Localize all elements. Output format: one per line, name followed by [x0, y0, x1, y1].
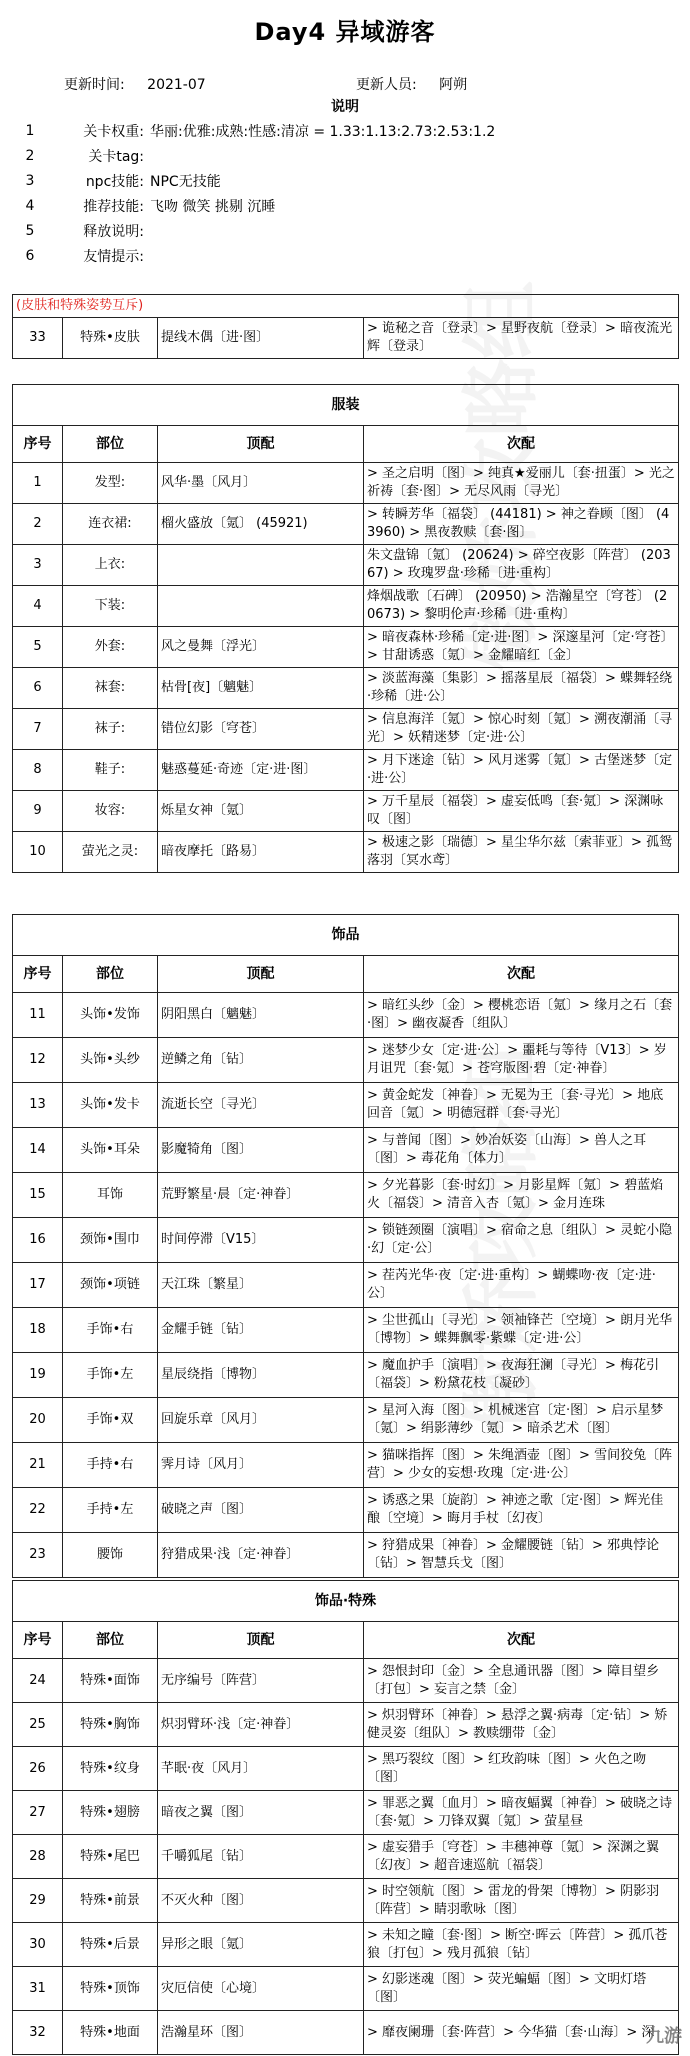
note-label: 关卡权重:: [83, 123, 144, 140]
row-part: 发型:: [63, 463, 158, 504]
section-title: 服装: [13, 385, 679, 426]
updater-value: 阿朔: [439, 77, 468, 93]
note-row: [14, 143, 674, 168]
table-row: [13, 1443, 679, 1488]
table-row: [13, 463, 679, 504]
row-top: 阴阳黑白〔魑魅〕: [158, 993, 364, 1038]
row-part: 特殊•前景: [63, 1879, 158, 1923]
notes-heading: 说明: [331, 99, 359, 115]
table-row: [13, 993, 679, 1038]
note-label: 关卡tag:: [88, 148, 144, 165]
table-row: [13, 1038, 679, 1083]
row-alt: > 夕光暮影〔套·时幻〕> 月影星辉〔氪〕> 碧蓝焰火〔福袋〕> 清音入杏〔氪〕> 金月连珠: [364, 1173, 679, 1218]
row-alt: > 靡夜阑珊〔套·阵营〕> 今华猫〔套·山海〕> 深: [364, 2011, 679, 2055]
row-number: 1: [13, 463, 63, 504]
table-row: [13, 791, 679, 832]
row-part: 萤光之灵:: [63, 832, 158, 873]
table-row: [13, 1263, 679, 1308]
row-part: 特殊•纹身: [63, 1747, 158, 1791]
note-number: 1: [25, 122, 35, 139]
row-alt: > 暗夜森林·珍稀〔定·进·图〕> 深邃星河〔定·穹苍〕> 甘甜诱惑〔氪〕> 金耀暗红〔金〕: [364, 627, 679, 668]
section-title: 饰品: [13, 915, 679, 956]
row-top: 破晓之声〔图〕: [158, 1488, 364, 1533]
row-number: 27: [13, 1791, 63, 1835]
row-top: 荒野繁星·晨〔定·神眷〕: [158, 1173, 364, 1218]
header-top: 顶配: [158, 426, 364, 463]
row-part: 手持•右: [63, 1443, 158, 1488]
section-table: [12, 914, 679, 1578]
header-row: [13, 1622, 679, 1659]
row-number: 8: [13, 750, 63, 791]
row-part: 颈饰•项链: [63, 1263, 158, 1308]
note-number: 4: [25, 197, 35, 214]
brand-logo: 九游: [646, 2026, 682, 2047]
row-number: 23: [13, 1533, 63, 1578]
row-top: 灾厄信使〔心境〕: [158, 1967, 364, 2011]
row-number: 17: [13, 1263, 63, 1308]
table-row: [13, 627, 679, 668]
section-table: [12, 384, 679, 873]
row-part: 袜子:: [63, 709, 158, 750]
row-top: 天江珠〔繁星〕: [158, 1263, 364, 1308]
updater-label: 更新人员:: [356, 77, 417, 93]
row-alt: > 星河入海〔图〕> 机械迷宫〔定·图〕> 启示星梦〔氪〕> 绢影薄纱〔氪〕> 暗杀艺术〔图〕: [364, 1398, 679, 1443]
note-value: 飞吻 微笑 挑剔 沉睡: [150, 198, 276, 215]
note-number: 2: [25, 147, 35, 164]
row-number: 10: [13, 832, 63, 873]
row-part: 特殊•地面: [63, 2011, 158, 2055]
row-number: 6: [13, 668, 63, 709]
table-row: [13, 832, 679, 873]
table-row: [13, 1308, 679, 1353]
row-top: 无序编号〔阵营〕: [158, 1659, 364, 1703]
row-number: 30: [13, 1923, 63, 1967]
table-row: [13, 1659, 679, 1703]
row-number: 9: [13, 791, 63, 832]
section-title: 饰品·特殊: [13, 1581, 679, 1622]
note-value: 华丽:优雅:成熟:性感:清凉 = 1.33:1.13:2.73:2.53:1.2: [150, 123, 496, 140]
table-row: [13, 1218, 679, 1263]
row-top: [158, 545, 364, 586]
row-number: 13: [13, 1083, 63, 1128]
row-top: 炽羽臂环·浅〔定·神眷〕: [158, 1703, 364, 1747]
skin-note: (皮肤和特殊姿势互斥): [13, 295, 679, 318]
row-number: 3: [13, 545, 63, 586]
row-alt: > 锁链颈圈〔演唱〕> 宿命之息〔组队〕> 灵蛇小隐·幻〔定·公〕: [364, 1218, 679, 1263]
row-top: [158, 586, 364, 627]
table-row: [13, 1353, 679, 1398]
row-alt: > 圣之启明〔图〕> 纯真★爱丽儿〔套·扭蛋〕> 光之祈祷〔套·图〕> 无尽风雨〔寻光〕: [364, 463, 679, 504]
row-part: 特殊•翅膀: [63, 1791, 158, 1835]
row-top: 金耀手链〔钻〕: [158, 1308, 364, 1353]
row-top: 枯骨[夜]〔魑魅〕: [158, 668, 364, 709]
table-row: [13, 545, 679, 586]
row-alt: > 诡秘之音〔登录〕> 星野夜航〔登录〕> 暗夜流光辉〔登录〕: [364, 318, 679, 359]
row-alt: > 黄金蛇发〔神眷〕> 无冕为王〔套·寻光〕> 地底回音〔氪〕> 明德冠群〔套·寻光〕: [364, 1083, 679, 1128]
row-number: 11: [13, 993, 63, 1038]
row-top: 霁月诗〔风月〕: [158, 1443, 364, 1488]
header-alt: 次配: [364, 956, 679, 993]
row-part: 手饰•右: [63, 1308, 158, 1353]
row-part: 特殊•后景: [63, 1923, 158, 1967]
note-row: [14, 218, 674, 243]
row-part: 头饰•发卡: [63, 1083, 158, 1128]
row-number: 7: [13, 709, 63, 750]
table-row: [13, 1747, 679, 1791]
note-label: npc技能:: [85, 173, 144, 190]
row-alt: > 转瞬芳华〔福袋〕 (44181) > 神之眷顾〔图〕 (43960) > 黑夜教赎〔套·图〕: [364, 504, 679, 545]
table-row: [13, 2011, 679, 2055]
table-row: [13, 586, 679, 627]
row-number: 22: [13, 1488, 63, 1533]
page-title: Day4 异域游客: [254, 18, 436, 46]
row-part: 手饰•双: [63, 1398, 158, 1443]
row-part: 手饰•左: [63, 1353, 158, 1398]
row-alt: > 与普闻〔图〕> 妙冶妖姿〔山海〕> 兽人之耳〔图〕> 毒花角〔体力〕: [364, 1128, 679, 1173]
row-alt: > 未知之瞳〔套·图〕> 断空·晖云〔阵营〕> 孤爪苍狼〔打包〕> 残月孤狼〔钻〕: [364, 1923, 679, 1967]
table-row: [13, 668, 679, 709]
note-row: [14, 118, 674, 143]
row-number: 18: [13, 1308, 63, 1353]
header-part: 部位: [63, 426, 158, 463]
row-top: 暗夜之翼〔图〕: [158, 1791, 364, 1835]
row-number: 28: [13, 1835, 63, 1879]
note-label: 推荐技能:: [83, 198, 144, 215]
row-top: 错位幻影〔穹苍〕: [158, 709, 364, 750]
table-row: [13, 709, 679, 750]
table-row: [13, 318, 679, 359]
row-number: 2: [13, 504, 63, 545]
table-row: [13, 1967, 679, 2011]
table-row: [13, 1879, 679, 1923]
header-row: [13, 426, 679, 463]
row-alt: > 尘世孤山〔寻光〕> 领袖锋芒〔空境〕> 朗月光华〔博物〕> 蝶舞飘零·紫蝶〔定·进·公〕: [364, 1308, 679, 1353]
row-number: 14: [13, 1128, 63, 1173]
note-row: [14, 243, 674, 268]
row-number: 16: [13, 1218, 63, 1263]
row-number: 19: [13, 1353, 63, 1398]
row-part: 腰饰: [63, 1533, 158, 1578]
row-top: 风华·墨〔风月〕: [158, 463, 364, 504]
row-number: 29: [13, 1879, 63, 1923]
row-top: 不灭火种〔图〕: [158, 1879, 364, 1923]
row-top: 风之曼舞〔浮光〕: [158, 627, 364, 668]
row-top: 流逝长空〔寻光〕: [158, 1083, 364, 1128]
row-part: 手持•左: [63, 1488, 158, 1533]
row-part: 连衣裙:: [63, 504, 158, 545]
row-number: 24: [13, 1659, 63, 1703]
note-number: 5: [25, 222, 35, 239]
table-row: [13, 1128, 679, 1173]
row-alt: > 极速之影〔瑞德〕> 星尘华尔兹〔索菲亚〕> 孤鸳落羽〔冥水鸢〕: [364, 832, 679, 873]
row-alt: 朱文盘锦〔氪〕 (20624) > 碎空夜影〔阵营〕 (20367) > 玫瑰罗盘·珍稀〔进·重构〕: [364, 545, 679, 586]
row-number: 4: [13, 586, 63, 627]
row-alt: > 诱惑之果〔旋韵〕> 神迹之歌〔定·图〕> 辉光佳酿〔空境〕> 晦月手杖〔幻夜〕: [364, 1488, 679, 1533]
row-number: 12: [13, 1038, 63, 1083]
table-row: [13, 1533, 679, 1578]
row-alt: > 怨恨封印〔金〕> 全息通讯器〔图〕> 障目望乡〔打包〕> 妄言之禁〔金〕: [364, 1659, 679, 1703]
row-alt: > 迷梦少女〔定·进·公〕> 噩耗与等待〔V13〕> 岁月诅咒〔套·氪〕> 苍穹版图·碧〔定·神眷〕: [364, 1038, 679, 1083]
header-top: 顶配: [158, 956, 364, 993]
row-part: 颈饰•围巾: [63, 1218, 158, 1263]
row-part: 上衣:: [63, 545, 158, 586]
row-top: 回旋乐章〔风月〕: [158, 1398, 364, 1443]
row-top: 逆鳞之角〔钻〕: [158, 1038, 364, 1083]
row-alt: > 炽羽臂环〔神眷〕> 悬浮之翼·病毒〔定·钻〕> 矫健灵姿〔组队〕> 教赎绷带〔金〕: [364, 1703, 679, 1747]
header-no: 序号: [13, 956, 63, 993]
row-alt: > 茬芮光华·夜〔定·进·重构〕> 蝴蝶吻·夜〔定·进·公〕: [364, 1263, 679, 1308]
row-top: 榴火盛放〔氪〕 (45921): [158, 504, 364, 545]
row-number: 15: [13, 1173, 63, 1218]
update-time: [64, 74, 224, 94]
table-row: [13, 1703, 679, 1747]
row-alt: > 黑巧裂纹〔图〕> 红玫韵味〔图〕> 火色之吻〔图〕: [364, 1747, 679, 1791]
row-top: 浩瀚星环〔图〕: [158, 2011, 364, 2055]
header-alt: 次配: [364, 426, 679, 463]
row-alt: > 狩猎成果〔神眷〕> 金耀腰链〔钻〕> 邪典悖论〔钻〕> 智慧兵戈〔图〕: [364, 1533, 679, 1578]
note-value: NPC无技能: [150, 173, 221, 190]
table-row: [13, 750, 679, 791]
note-number: 6: [25, 247, 35, 264]
header-alt: 次配: [364, 1622, 679, 1659]
row-top: 时间停滞〔V15〕: [158, 1218, 364, 1263]
row-top: 芊眠·夜〔风月〕: [158, 1747, 364, 1791]
table-row: [13, 1398, 679, 1443]
row-number: 20: [13, 1398, 63, 1443]
note-label: 友情提示:: [83, 248, 144, 265]
table-row: [13, 1173, 679, 1218]
note-label: 释放说明:: [83, 223, 144, 240]
row-number: 5: [13, 627, 63, 668]
row-top: 暗夜摩托〔路易〕: [158, 832, 364, 873]
row-alt: > 淡蓝海藻〔集影〕> 摇落星辰〔福袋〕> 蝶舞轻绕·珍稀〔进·公〕: [364, 668, 679, 709]
notes-list: [14, 118, 674, 268]
update-time-value: 2021-07: [147, 77, 206, 93]
table-row: [13, 1923, 679, 1967]
table-row: [13, 1083, 679, 1128]
row-part: 耳饰: [63, 1173, 158, 1218]
row-part: 特殊•顶饰: [63, 1967, 158, 2011]
row-top: 影魔犄角〔图〕: [158, 1128, 364, 1173]
row-part: 鞋子:: [63, 750, 158, 791]
row-part: 外套:: [63, 627, 158, 668]
header-part: 部位: [63, 1622, 158, 1659]
row-part: 头饰•头纱: [63, 1038, 158, 1083]
row-number: 33: [13, 318, 63, 359]
table-row: [13, 504, 679, 545]
section-table: [12, 1580, 679, 2055]
header-top: 顶配: [158, 1622, 364, 1659]
row-part: 特殊•面饰: [63, 1659, 158, 1703]
row-alt: > 暗红头纱〔金〕> 樱桃恋语〔氪〕> 缘月之石〔套·图〕> 幽夜凝香〔组队〕: [364, 993, 679, 1038]
row-alt: > 月下迷途〔钻〕> 风月迷雾〔氪〕> 古堡迷梦〔定·进·公〕: [364, 750, 679, 791]
row-top: 星辰绕指〔博物〕: [158, 1353, 364, 1398]
row-part: 妆容:: [63, 791, 158, 832]
header-row: [13, 956, 679, 993]
update-time-label: 更新时间:: [64, 77, 125, 93]
header-no: 序号: [13, 426, 63, 463]
row-top: 异形之眼〔氪〕: [158, 1923, 364, 1967]
row-part: 头饰•发饰: [63, 993, 158, 1038]
row-alt: > 罪恶之翼〔血月〕> 暗夜蝠翼〔神眷〕> 破晓之诗〔套·氪〕> 刀锋双翼〔氪〕> 萤星昼: [364, 1791, 679, 1835]
skin-table: [12, 294, 679, 359]
row-number: 21: [13, 1443, 63, 1488]
row-number: 31: [13, 1967, 63, 2011]
row-top: 狩猎成果·浅〔定·神眷〕: [158, 1533, 364, 1578]
row-alt: > 猫咪指挥〔图〕> 朱绳酒壶〔图〕> 雪间狡兔〔阵营〕> 少女的妄想·玫瑰〔定·进·公〕: [364, 1443, 679, 1488]
row-alt: 烽烟战歌〔石碑〕 (20950) > 浩瀚星空〔穹苍〕 (20673) > 黎明伦声·珍稀〔进·重构〕: [364, 586, 679, 627]
header-part: 部位: [63, 956, 158, 993]
row-alt: > 信息海洋〔氪〕> 惊心时刻〔氪〕> 溯夜潮涌〔寻光〕> 妖精迷梦〔定·进·公〕: [364, 709, 679, 750]
row-part: 特殊•尾巴: [63, 1835, 158, 1879]
row-part: 袜套:: [63, 668, 158, 709]
row-alt: > 幻影迷魂〔图〕> 荧光蝙蝠〔图〕> 文明灯塔〔图〕: [364, 1967, 679, 2011]
row-top: 提线木偶〔进·图〕: [158, 318, 364, 359]
row-number: 32: [13, 2011, 63, 2055]
row-part: 特殊•皮肤: [63, 318, 158, 359]
table-row: [13, 1488, 679, 1533]
note-number: 3: [25, 172, 35, 189]
header-no: 序号: [13, 1622, 63, 1659]
row-top: 烁星女神〔氪〕: [158, 791, 364, 832]
table-row: [13, 1835, 679, 1879]
row-part: 下装:: [63, 586, 158, 627]
row-alt: > 万千星辰〔福袋〕> 虚妄低鸣〔套·氪〕> 深渊咏叹〔图〕: [364, 791, 679, 832]
row-number: 25: [13, 1703, 63, 1747]
updater: [356, 74, 485, 94]
row-top: 魅惑蔓延·奇迹〔定·进·图〕: [158, 750, 364, 791]
row-number: 26: [13, 1747, 63, 1791]
row-part: 头饰•耳朵: [63, 1128, 158, 1173]
row-alt: > 时空领航〔图〕> 雷龙的骨架〔博物〕> 阴影羽〔阵营〕> 睛羽歌咏〔图〕: [364, 1879, 679, 1923]
note-row: [14, 193, 674, 218]
row-alt: > 魔血护手〔演唱〕> 夜海狂澜〔寻光〕> 梅花引〔福袋〕> 粉黛花枝〔凝砂〕: [364, 1353, 679, 1398]
table-row: [13, 1791, 679, 1835]
note-row: [14, 168, 674, 193]
row-top: 千嚼狐尾〔钻〕: [158, 1835, 364, 1879]
row-part: 特殊•胸饰: [63, 1703, 158, 1747]
row-alt: > 虚妄猎手〔穹苍〕> 丰穗神尊〔氪〕> 深渊之翼〔幻夜〕> 超音速巡航〔福袋〕: [364, 1835, 679, 1879]
